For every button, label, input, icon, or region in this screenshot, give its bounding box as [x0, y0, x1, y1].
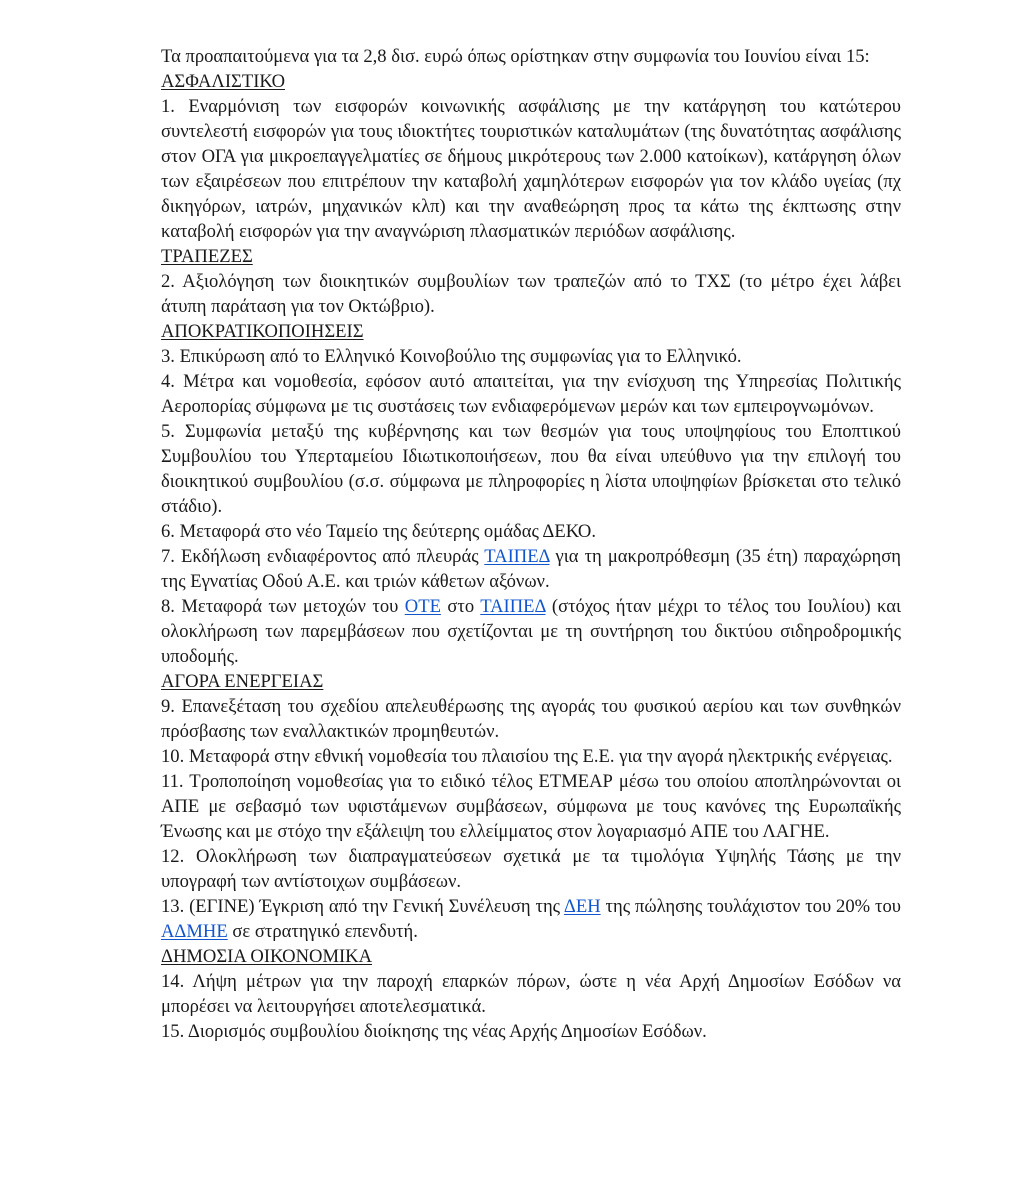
item-2: 2. Αξιολόγηση των διοικητικών συμβουλίων των τραπεζών από το ΤΧΣ (το μέτρο έχει λάβει άτυπη παράταση για τον Οκτώβριο).: [161, 271, 901, 317]
item-13: [161, 894, 901, 944]
item-6: 6. Μεταφορά στο νέο Ταμείο της δεύτερης ομάδας ΔΕΚΟ.: [161, 521, 596, 542]
item-7-text-b: για τη μακροπρόθεσμη (35 έτη) παραχώρηση της Εγνατίας Οδού Α.Ε. και τριών κάθετων αξόνων.: [161, 546, 901, 592]
item-8-text-c: (στόχος ήταν μέχρι το τέλος του Ιουλίου) και ολοκλήρωση των παρεμβάσεων που σχετίζονται με τη συντήρηση του δικτύου σιδηροδρομικής υποδομής.: [161, 596, 901, 667]
heading-insurance: ΑΣΦΑΛΙΣΤΙΚΟ: [161, 71, 285, 92]
item-14: 14. Λήψη μέτρων για την παροχή επαρκών πόρων, ώστε η νέα Αρχή Δημοσίων Εσόδων να μπορέσει να λειτουργήσει αποτελεσματικά.: [161, 971, 901, 1017]
item-13-text-a: 13. (ΕΓΙΝΕ) Έγκριση από την Γενική Συνέλευση της: [161, 896, 564, 917]
item-8: [161, 594, 901, 669]
item-5: 5. Συμφωνία μεταξύ της κυβέρνησης και των θεσμών για τους υποψηφίους του Εποπτικού Συμβουλίου του Υπερταμείου Ιδιωτικοποιήσεων, που θα είναι υπεύθυνο για την επιλογή του διοικητικού συμβουλίου (σ.σ. σύμφωνα με πληροφορίες η λίστα υποψηφίων βρίσκεται στο τελικό στάδιο).: [161, 421, 901, 517]
document-body: [161, 44, 901, 1044]
admie-link[interactable]: ΑΔΜΗΕ: [161, 921, 228, 942]
intro-paragraph: Τα προαπαιτούμενα για τα 2,8 δισ. ευρώ όπως ορίστηκαν στην συμφωνία του Ιουνίου είναι 15:: [161, 46, 870, 67]
heading-banks: ΤΡΑΠΕΖΕΣ: [161, 246, 253, 267]
heading-energy: ΑΓΟΡΑ ΕΝΕΡΓΕΙΑΣ: [161, 671, 324, 692]
item-12: 12. Ολοκλήρωση των διαπραγματεύσεων σχετικά με τα τιμολόγια Υψηλής Τάσης με την υπογραφή των αντίστοιχων συμβάσεων.: [161, 846, 901, 892]
item-13-text-c: σε στρατηγικό επενδυτή.: [227, 921, 418, 942]
dei-link[interactable]: ΔΕΗ: [563, 896, 601, 917]
item-8-text-a: 8. Μεταφορά των μετοχών του: [161, 596, 405, 617]
item-3: 3. Επικύρωση από το Ελληνικό Κοινοβούλιο της συμφωνίας για το Ελληνικό.: [161, 346, 742, 367]
item-1: 1. Εναρμόνιση των εισφορών κοινωνικής ασφάλισης με την κατάργηση του κατώτερου συντελεστή εισφορών για τους ιδιοκτήτες τουριστικών καταλυμάτων (της δυνατότητας ασφάλισης στον ΟΓΑ για μικροεπαγγελματίες σε δήμους μικρότερους των 2.000 κατοίκων), κατάργηση όλων των εξαιρέσεων που επιτρέπουν την καταβολή χαμηλότερων εισφορών για τον κλάδο υγείας (πχ δικηγόρων, ιατρών, μηχανικών κλπ) και την αναθεώρηση προς τα κάτω της έκπτωσης στην καταβολή εισφορών για την αναγνώριση πλασματικών περιόδων ασφάλισης.: [161, 96, 901, 242]
item-13-text-b: της πώλησης τουλάχιστον του 20% του: [600, 896, 901, 917]
item-11: 11. Τροποποίηση νομοθεσίας για το ειδικό τέλος ΕΤΜΕΑΡ μέσω του οποίου αποπληρώνονται οι ΑΠΕ με σεβασμό των υφιστάμενων συμβάσεων, σύμφωνα με τους κανόνες της Ευρωπαϊκής Ένωσης και με στόχο την εξάλειψη του ελλείμματος στον λογαριασμό ΑΠΕ του ΛΑΓΗΕ.: [161, 771, 901, 842]
item-7-text-a: 7. Εκδήλωση ενδιαφέροντος από πλευράς: [161, 546, 485, 567]
item-9: 9. Επανεξέταση του σχεδίου απελευθέρωσης της αγοράς του φυσικού αερίου και των συνθηκών πρόσβασης των εναλλακτικών προμηθευτών.: [161, 696, 901, 742]
heading-privatizations: ΑΠΟΚΡΑΤΙΚΟΠΟΙΗΣΕΙΣ: [161, 321, 364, 342]
item-15: 15. Διορισμός συμβουλίου διοίκησης της νέας Αρχής Δημοσίων Εσόδων.: [161, 1021, 707, 1042]
item-10: 10. Μεταφορά στην εθνική νομοθεσία του πλαισίου της Ε.Ε. για την αγορά ηλεκτρικής ενέργειας.: [161, 746, 893, 767]
ote-link[interactable]: ΟΤΕ: [404, 596, 441, 617]
heading-public-finance: ΔΗΜΟΣΙΑ ΟΙΚΟΝΟΜΙΚΑ: [161, 946, 373, 967]
item-4: 4. Μέτρα και νομοθεσία, εφόσον αυτό απαιτείται, για την ενίσχυση της Υπηρεσίας Πολιτικής Αεροπορίας σύμφωνα με τις συστάσεις των ενδιαφερόμενων μερών και των εμπειρογνωμόνων.: [161, 371, 901, 417]
taiped-link[interactable]: ΤΑΙΠΕΔ: [484, 546, 550, 567]
taiped-link-2[interactable]: ΤΑΙΠΕΔ: [480, 596, 546, 617]
item-8-text-b: στο: [440, 596, 481, 617]
item-7: [161, 544, 901, 594]
